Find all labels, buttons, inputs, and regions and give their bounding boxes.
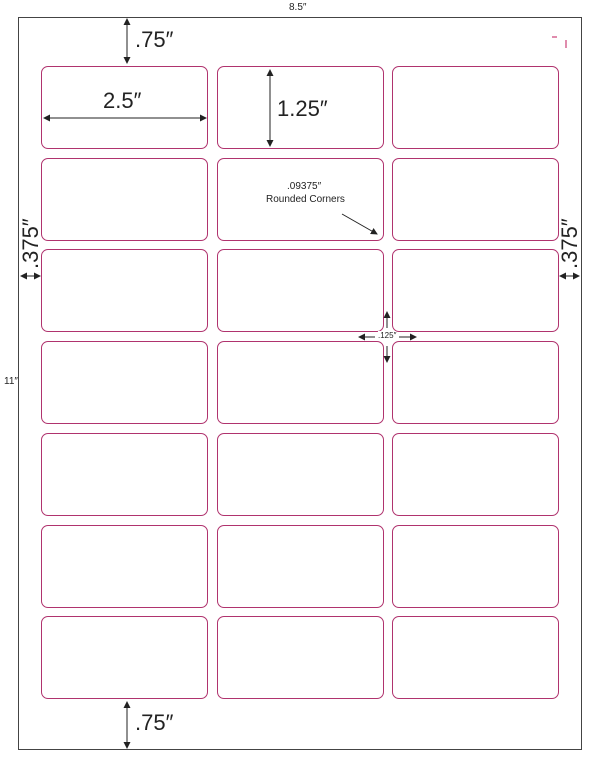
left-margin-label: .375″ — [18, 218, 43, 269]
corner-mark-icon — [552, 37, 566, 48]
gap-label: .125″ — [378, 331, 397, 340]
top-margin-label: .75″ — [135, 27, 174, 52]
bottom-margin-label: .75″ — [135, 710, 174, 735]
corner-note-label: Rounded Corners — [266, 194, 345, 205]
corner-radius-label: .09375″ — [287, 181, 322, 192]
label-height-label: 1.25″ — [277, 96, 328, 121]
right-margin-label: .375″ — [557, 218, 582, 269]
sheet-height-label: 11″ — [4, 376, 18, 387]
label-width-label: 2.5″ — [103, 88, 142, 113]
sheet-width-label: 8.5″ — [289, 2, 307, 13]
